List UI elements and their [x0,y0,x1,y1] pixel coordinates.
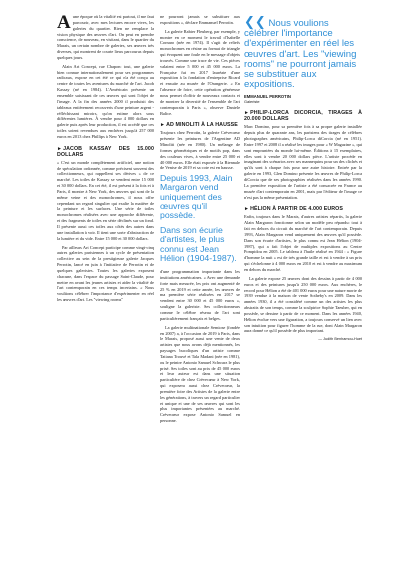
paragraph: Par ailleurs Art Concept participe comme vingt-cinq autres galeries parisiennes à un cycle de présentation collective au sein de la prestigieuse galerie Jacques Perrotin, lancé en juin à l'initiative de Perrotin et de quelques galeristes. Toutes les galeries exposent chacune, dans l'espace du passage Saint-Claude, pour mettre en avant les jeunes artistes et aider la vitalité de l'art contemporain en ces temps incertains. « Nous vouliions célébrer l'importance d'expérimenter en réel les œuvres d'art. Les "viewing rooms" [57,244,154,303]
quote-author-name: EMMANUEL PERROTIN [244,94,291,100]
column-2 [160,14,240,427]
section-heading: ►JACOB KASSAY DES 15.000 DOLLARS [57,145,154,158]
paragraph: La galerie multinationale Semiose (fondée en 2007) a, à l'occasion de 2019 à Paris, dans le Marais, proposé aussi une vente de deux artistes que nous avons déjà mentionnés, les paysages bucoliques d'un artiste comme Tatiana Trouvé et Tala Madani (née en 1981), ou le peintre Antonio Samuel Schwarz le plus prisé. Ses toiles sont au prix de 45 000 euros et leur auteur est dans une situation particulière de chez Crèvecœur à New York, qui exposera aussi chez Crèvecœur, la première foire des Artistes de la galerie entre les générations, à travers un regard particulier et unique et une de ses œuvres qui sont les plus importantes présentées au marché. Crèvecœur expose Antonio Samuel en personne. [160,324,240,424]
quote-author-title: Galeriste [244,99,260,105]
author-byline: — Judith Benhamou-Huet [318,337,362,342]
paragraph: ne pourront jamais se substituer aux expositions », déclare Emmanuel Perrotin. [160,14,240,25]
paragraph: d'une programmation importante dans les institutions américaines. « Avec une demande forte mais mesurée, les prix ont augmenté de 25 % en 2019 et cette année, les œuvres de ma première série réalisées en 2017 se vendent entre 30 000 et 45 000 euros », souligne la galeriste. Ses collectionneurs comme le célèbre réseau de l'art sont particulièrement français et belges. [160,269,240,321]
paragraph: Enfin, toujours dans le Marais, d'autres artistes répartis, la galerie Alain Margaron fonctionne selon un modèle peu répandu: tout à fait en dehors du circuit du marché de l'art contemporain. Depuis 1993, Alain Margaron vend uniquement des œuvres qu'il possède. Dans son écurie d'artistes, le plus connu est Jean Hélion (1904-1987), qui a fait l'objet de multiples expositions au Centre Pompidou en 2005. Le tableau à l'huile réalisé en 1944 : « Figure d'homme la nuit » est de très grande taille et est à vendre à un prix qui s'échelonne à 4 000 euros en 2010 et est à vendre au maximum en dehors du marché. [244,214,362,272]
pull-quote: Dans son écurie d'artistes, le plus connu est Jean Hélion (1904-1987). [160,225,237,263]
column-3 [244,14,362,343]
drop-cap: A [57,12,71,33]
column-1 [57,14,154,306]
paragraph: La galerie Rabier Fleuberg, par exemple, y montre en ce moment le travail d'Isabelle Cornaro (née en 1974). Il s'agit de reliefs monochromes en résine au format de triangle qui évoquent une foule en le message d'objets trouvés. Comme une trace de vie. Ces pièces valaient entre 5 000 et 45 000 euros. La Française fut en 2017 lauréate d'une exposition à la fondation d'entreprise Ricard et ensuite au musée de l'Orangerie. « En l'absence de foire, cette opération généreuse nous permet d'offrir de nouveaux contacts et de montrer la diversité de l'ensemble de l'art contemporain à Paris », observe Daniele Balice. [160,28,240,116]
intro-paragraph: Aune époque où la vitalité est partout, il me faut parcourir, avec mes lectures encore vives, les galeries du quartier. Rien ne remplace la vision physique des œuvres d'art. On peut en prendre conscience, de nouveau, en visitant, dans le quartier du Marais, un certain nombre de galeries, ses œuvres très diverses, qui montrent de courte lieux parcourus depuis quelques jours. [57,12,154,60]
section-heading: ►HÉLION À PARTIR DE 4.000 EUROS [244,206,344,213]
paragraph: « C'est un monde complètement artificiel, une notion de spéculation ordonnée, comme précisent souvent des collectionneurs, qui rappellent ses dérives » de ce marché. Les toiles de Kassay se vendent entre 15 000 et 30 000 dollars. En cet été, il est présent à la fois et à Paris, il montre à New York, des œuvres qui sont de la même veine et des monochromes, il nous offre cependant un regard singulier qui exalte la matière de la peinture et les surfaces. Une série de toiles monochromes réalisées avec une approche différente, et des fragments de toiles en série déclinés sur un fond. Il présente aussi ces toiles aux côtés des autres dans une installation à voir. Il tient une sorte d'abstraction de la lumière et du vide. Entre 15 000 et 30 000 dollars. [57,159,154,241]
section-heading: ►AD MINOLITI À LA HAUSSE [160,122,238,129]
featured-quote: ❮❮ Nous voulions célébrer l'importance d'expérimenter en réel les œuvres d'art. Les "viewing rooms" ne pourront jamais se substituer aux expositions. [244,14,357,91]
paragraph: La galerie expose 25 œuvres dont des dessins à partir de 4 000 euros et des peintures jusqu'à 250 000 euros. Aux enchères, le record pour Hélion a été de 401 000 euros pour une nature morte de 1939 vendue à la maison de vente Sotheby's en 2009. Dans les années 1930, il a été considéré comme un des artistes les plus abstraits de son temps, comme la sculptrice Sophie Taeuber, qui en possède, se dessine à partir de ce moment. Dans les années 1940, Hélion évolue vers une figuration, a toujours conservé un lien avec son intuition pour figurer l'homme de la rue, dont Alain Margaron aura donné ce qu'il possède de plus important. [244,275,362,334]
pull-quote: Depuis 1993, Alain Margaron vend uniquement des œuvres qu'il possède. [160,173,233,221]
paragraph: Toujours chez Perrotin, la galerie Crèvecœur présente les peintures de l'Argentine AD Minoliti (née en 1980). Un mélange de formes géométriques et de motifs pop, dans des couleurs vives, à vendre entre 25 000 et 40 000 euros. Elle était exposée à la Biennale de Venise de 2019 et sa cote est en hausse. [160,130,240,171]
section-heading: ►PHILIP-LORCA DICORCIA, TIRAGES À 20.000 DOLLARS [244,110,362,123]
quote-mark-icon: ❮❮ [244,14,266,29]
paragraph: Marc Domino, pour sa première fois à sa propre galerie installée depuis plus de quarante ans, les parisiens des tirages de célèbres photographes américains, Philip-Lorca diCorcia (né en 1951). Entre 1997 et 2008 il a réalisé les images pour « W Magazine », qui sont empruntées du monde lui-même. Éditions à 15 exemplaires, elles sont à vendre 20 000 dollars pièce. L'artiste procède en imaginant des scénarios avec ses mannequins pour un des clichés et qu'ils sont à chaque fois pour une autre histoire. Entrée par la galerie en 1993, Glen Domino présente les œuvres de Philip-Lorca diCorcia que de ses photographies réalisées dans les années 1990. La première exposition de l'artiste a été consacrée en France au musée d'art contemporain en 2001, mais par l'éditeur de l'image ce n'est pas la même présentation. [244,124,362,200]
paragraph: Alain Art Concept, rue Chapon: tout, une galerie bien connue internationalement pour ses programmes radicaux, expose en cet été ce qui n'a été conçu au centre de toutes les aventures du marché de l'art. Jacob Kassay (né en 1984). L'Américain présente un ensemble saisissant de ces œuvres qui sont l'objet de l'image. A la fin des années 2000 il produisit des tableaux entièrement recouverts d'une peinture argent - réfléchissant miroirs, qu'on estime alors sous différentes lumières. À vendre pour 4 000 dollars en galerie puis après leur production, il est accédé que ces toiles soient revendues aux enchères jusqu'à 257 000 euros en 2013 chez Phillips à New York. [57,63,154,139]
